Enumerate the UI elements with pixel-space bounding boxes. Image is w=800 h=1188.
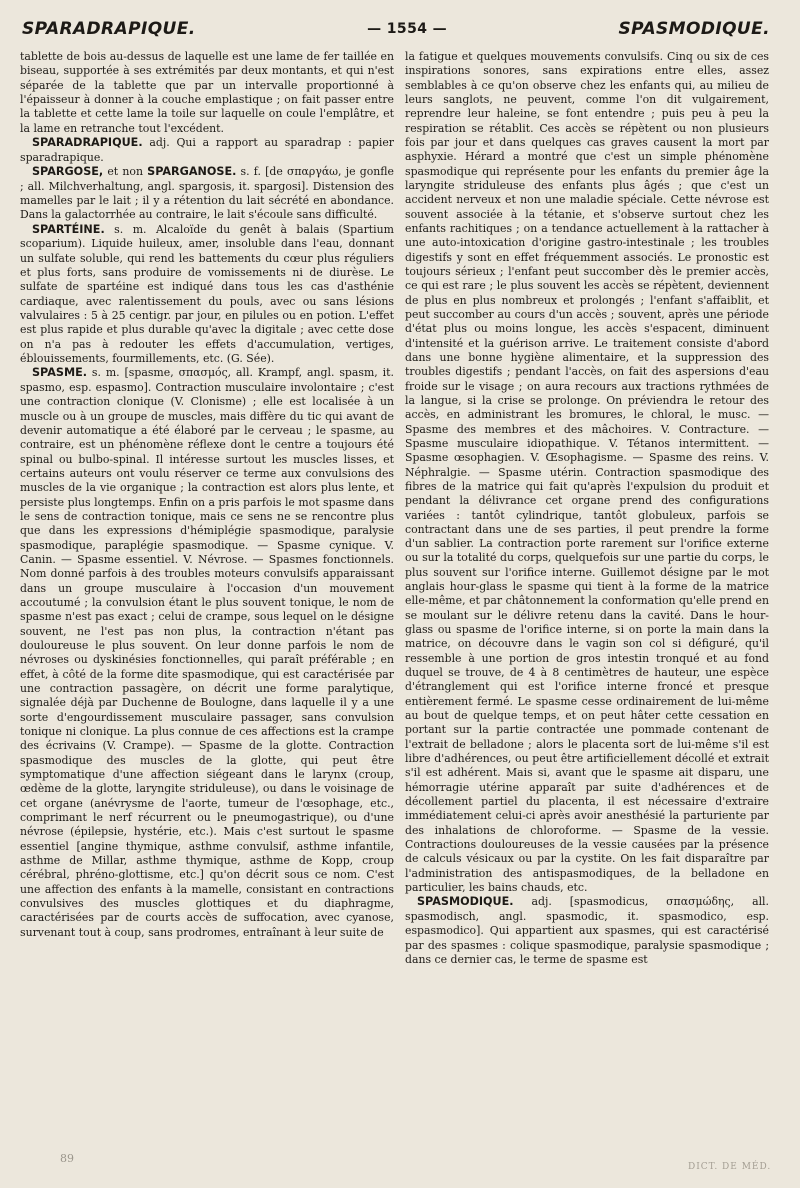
header-left-word: SPARADRAPIQUE. bbox=[22, 19, 196, 39]
headword-sparteine: SPARTÉINE. bbox=[32, 222, 105, 236]
entry-spasme-body: s. m. [spasme, σπασμός, all. Krampf, angl. spasm, it. spasmo, esp. espasmo]. Contraction musculaire involontaire ; c'est une contraction clonique (V. Clonisme) ; elle est localisée à un muscle ou à un groupe de muscles, mais diffère du tic qui avant de devenir automatique a été élaboré par le cerveau ; le spasme, au contraire, est un phénomène réflexe dont le centre a toujours été spinal ou bulbo-spinal. Il intéresse surtout les muscles lisses, et certains auteurs ont voulu réserver ce terme aux convulsions des muscles de la vie organique ; la contraction est alors plus lente, et persiste plus longtemps. Enfin on a pris parfois le mot spasme dans le sens de contraction tonique, mais ce sens ne se rencontre plus que dans les expressions d'hémiplégie spasmodique, paralysie spasmodique, paraplégie spasmodique. — Spasme cynique. V. Canin. — Spasme essentiel. V. Névrose. — Spasmes fonctionnels. Nom donné parfois à des troubles moteurs convulsifs apparaissant dans un groupe musculaire à l'occasion d'un mouvement accoutumé ; la convulsion étant le plus souvent tonique, le nom de spasme n'est pas exact ; celui de crampe, sous lequel on le désigne souvent, ne l'est pas non plus, la contraction n'étant pas douloureuse le plus souvent. On leur donne parfois le nom de névroses ou dyskinésies fonctionnelles, qui paraît préférable ; en effet, à côté de la forme dite spasmodique, qui est caractérisée par une contraction passagère, on décrit une forme paralytique, signalée déjà par Duchenne de Boulogne, dans laquelle il y a une sorte d'engourdissement musculaire passager, sans convulsion tonique ni clonique. La plus connue de ces affections est la crampe des écrivains (V. Crampe). — Spasme de la glotte. Contraction spasmodique des muscles de la glotte, qui peut être symptomatique d'une affection siégeant dans le larynx (croup, œdème de la glotte, laryngite striduleuse), ou dans le voisinage de cet organe (anévrysme de l'aorte, tumeur de l'œsophage, etc., comprimant le nerf récurrent ou le pneumogastrique), ou d'une névrose (épilepsie, hystérie, etc.). Mais c'est surtout le spasme essentiel [angine thymique, asthme convulsif, asthme infantile, asthme de Millar, asthme thymique, asthme de Kopp, croup cérébral, phréno-glottisme, etc.] qu'on décrit sous ce nom. C'est une affection des enfants à la mamelle, consistant en contractions convulsives des muscles glottiques et du diaphragme, caractérisées par de courts accès de suffocation, avec cyanose, survenant tout à coup, sans prodromes, entraînant à leur suite de bbox=[20, 366, 394, 939]
entry-spargose-body: s. f. [de σπαργάω, je gonfle ; all. Milchverhaltung, angl. spargosis, it. spargosi]. Distension des mamelles par le lait ; il y a rétention du lait sécrété en abondance. Dans la galactorrhée au contraire, le lait s'écoule sans difficulté. bbox=[20, 165, 394, 222]
spasme-continuation: la fatigue et quelques mouvements convulsifs. Cinq ou six de ces inspirations sonores, sans expirations entre elles, assez semblables à ce qu'on observe chez les enfants qui, au milieu de leurs sanglots, ne peuvent, comme l'on dit vulgairement, reprendre leur haleine, se font entendre ; puis peu à peu la respiration se rétablit. Ces accès se répètent ou non plusieurs fois par jour et dans quelques cas graves causent la mort par asphyxie. Hérard a montré que c'est un simple phénomène spasmodique qui représente pour les enfants du premier âge la laryngite striduleuse des enfants plus âgés ; que c'est un accident nerveux et non une maladie spéciale. Cette névrose est souvent associée à la tétanie, et s'observe surtout chez les enfants rachitiques ; on a tendance actuellement à la rattacher à une auto-intoxication d'origine gastro-intestinale ; les troubles digestifs y sont en effet fréquemment associés. Le pronostic est toujours sérieux ; l'enfant peut succomber dès le premier accès, ce qui est rare ; le plus souvent les accès se répètent, deviennent de plus en plus nombreux et prolongés ; l'enfant s'affaiblit, et peut succomber au cours d'un accès ; souvent, après une période d'état plus ou moins longue, les accès s'espacent, diminuent d'intensité et la guérison arrive. Le traitement consiste d'abord dans une bonne hygiène alimentaire, et la suppression des troubles digestifs ; pendant l'accès, on fait des aspersions d'eau froide sur le visage ; on aura recours aux tractions rythmées de la langue, si la crise se prolonge. On préviendra le retour des accès, en administrant les bromures, le chloral, le musc. — Spasme des membres et des mâchoires. V. Contracture. — Spasme musculaire idiopathique. V. Tétanos intermittent. — Spasme œsophagien. V. Œsophagisme. — Spasme des reins. V. Néphralgie. — Spasme utérin. Contraction spasmodique des fibres de la matrice qui fait qu'après l'expulsion du produit et pendant la délivrance cet organe prend des configurations variées : tantôt cylindrique, tantôt globuleux, parfois se contractant dans une de ses parties, il peut prendre la forme d'un sablier. La contraction porte rarement sur l'orifice externe ou sur la totalité du corps, quelquefois sur une partie du corps, le plus souvent sur l'orifice interne. Guillemot désigne par le mot anglais hour-glass le spasme qui tient à la forme de la matrice elle-même, et par châtonnement la conformation qu'elle prend en se moulant sur le délivre retenu dans la cavité. Dans le hour-glass ou spasme de l'orifice interne, si on porte la main dans la matrice, on découvre dans le vagin son col si défiguré, qu'il ressemble à une portion de gros intestin tronqué et au fond duquel se trouve, de 4 à 8 centimètres de hauteur, une espèce d'étranglement qui est l'orifice interne froncé et presque entièrement fermé. Le spasme cesse ordinairement de lui-même au bout de quelque temps, et on peut hâter cette cessation en portant sur la partie contractée une pommade contenant de l'extrait de belladone ; alors le placenta sort de lui-même s'il est libre d'adhérences, ou peut être artificiellement décollé et extrait s'il est adhérent. Mais si, avant que le spasme ait disparu, une hémorragie utérine apparaît par suite d'adhérences et de décollement partiel du placenta, il est nécessaire d'extraire immédiatement celui-ci après avoir anesthésié la parturiente par des inhalations de chloroforme. — Spasme de la vessie. Contractions douloureuses de la vessie causées par la présence de calculs vésicaux ou par la cystite. On les fait disparaître par l'administration des antispasmodiques, de la belladone en particulier, les bains chauds, etc. bbox=[405, 50, 769, 895]
page-header bbox=[22, 14, 770, 44]
left-column bbox=[20, 50, 394, 1150]
headword-sparadrapique: SPARADRAPIQUE. bbox=[32, 135, 143, 149]
entry-spasmodique-body: adj. [spasmodicus, σπασμώδης, all. spasmodisch, angl. spasmodic, it. spasmodico, esp. espasmodico]. Qui appartient aux spasmes, qui est caractérisé par des spasmes : colique spasmodique, paralysie spasmodique ; dans ce dernier cas, le terme de spasme est bbox=[405, 895, 769, 967]
entry-spargose-connector: et non bbox=[103, 165, 148, 179]
header-right-word: SPASMODIQUE. bbox=[618, 19, 770, 39]
entry-sparadrapique-body: adj. Qui a rapport au sparadrap : papier sparadrapique. bbox=[20, 135, 394, 164]
entry-sparteine bbox=[20, 223, 394, 367]
entry-spargose bbox=[20, 165, 394, 223]
entry-spasmodique bbox=[405, 895, 769, 967]
entry-sparadrapique bbox=[20, 136, 394, 165]
page-number: — 1554 — bbox=[367, 21, 448, 37]
footer-mark: 89 bbox=[60, 1152, 74, 1165]
continued-paragraph: tablette de bois au-dessus de laquelle est une lame de fer taillée en biseau, supportée à ses extrémités par deux montants, et qui n'est séparée de la tablette que par un intervalle proportionné à l'épaisseur à donner à la couche emplastique ; on fait passer entre la tablette et cette lame la toile sur laquelle on coule l'emplâtre, et la lame en retranche tout l'excédent. bbox=[20, 50, 394, 135]
right-column bbox=[405, 50, 769, 1150]
headword-spasmodique: SPASMODIQUE. bbox=[417, 895, 514, 909]
headword-spargose: SPARGOSE, bbox=[32, 165, 104, 179]
footer-faint-text: DICT. DE MÉD. bbox=[688, 1162, 772, 1172]
entry-spasme bbox=[20, 366, 394, 940]
headword-spasme: SPASME. bbox=[32, 366, 87, 380]
entry-sparteine-body: s. m. Alcaloïde du genêt à balais (Spartium scoparium). Liquide huileux, amer, insoluble dans l'eau, donnant un sulfate soluble, qui rend les battements du cœur plus réguliers et plus forts, sans produire de vomissements ni de diurèse. Le sulfate de spartéine est indiqué dans tous les cas d'asthénie cardiaque, avec ralentissement du pouls, avec ou sans lésions valvulaires : 5 à 25 centigr. par jour, en pilules ou en potion. L'effet est plus rapide et plus durable qu'avec la digitale ; avec cette dose on n'a pas à redouter les effets d'accumulation, vertiges, éblouissements, fourmillements, etc. (G. Sée). bbox=[20, 222, 394, 366]
headword-sparganose: SPARGANOSE. bbox=[147, 165, 237, 179]
